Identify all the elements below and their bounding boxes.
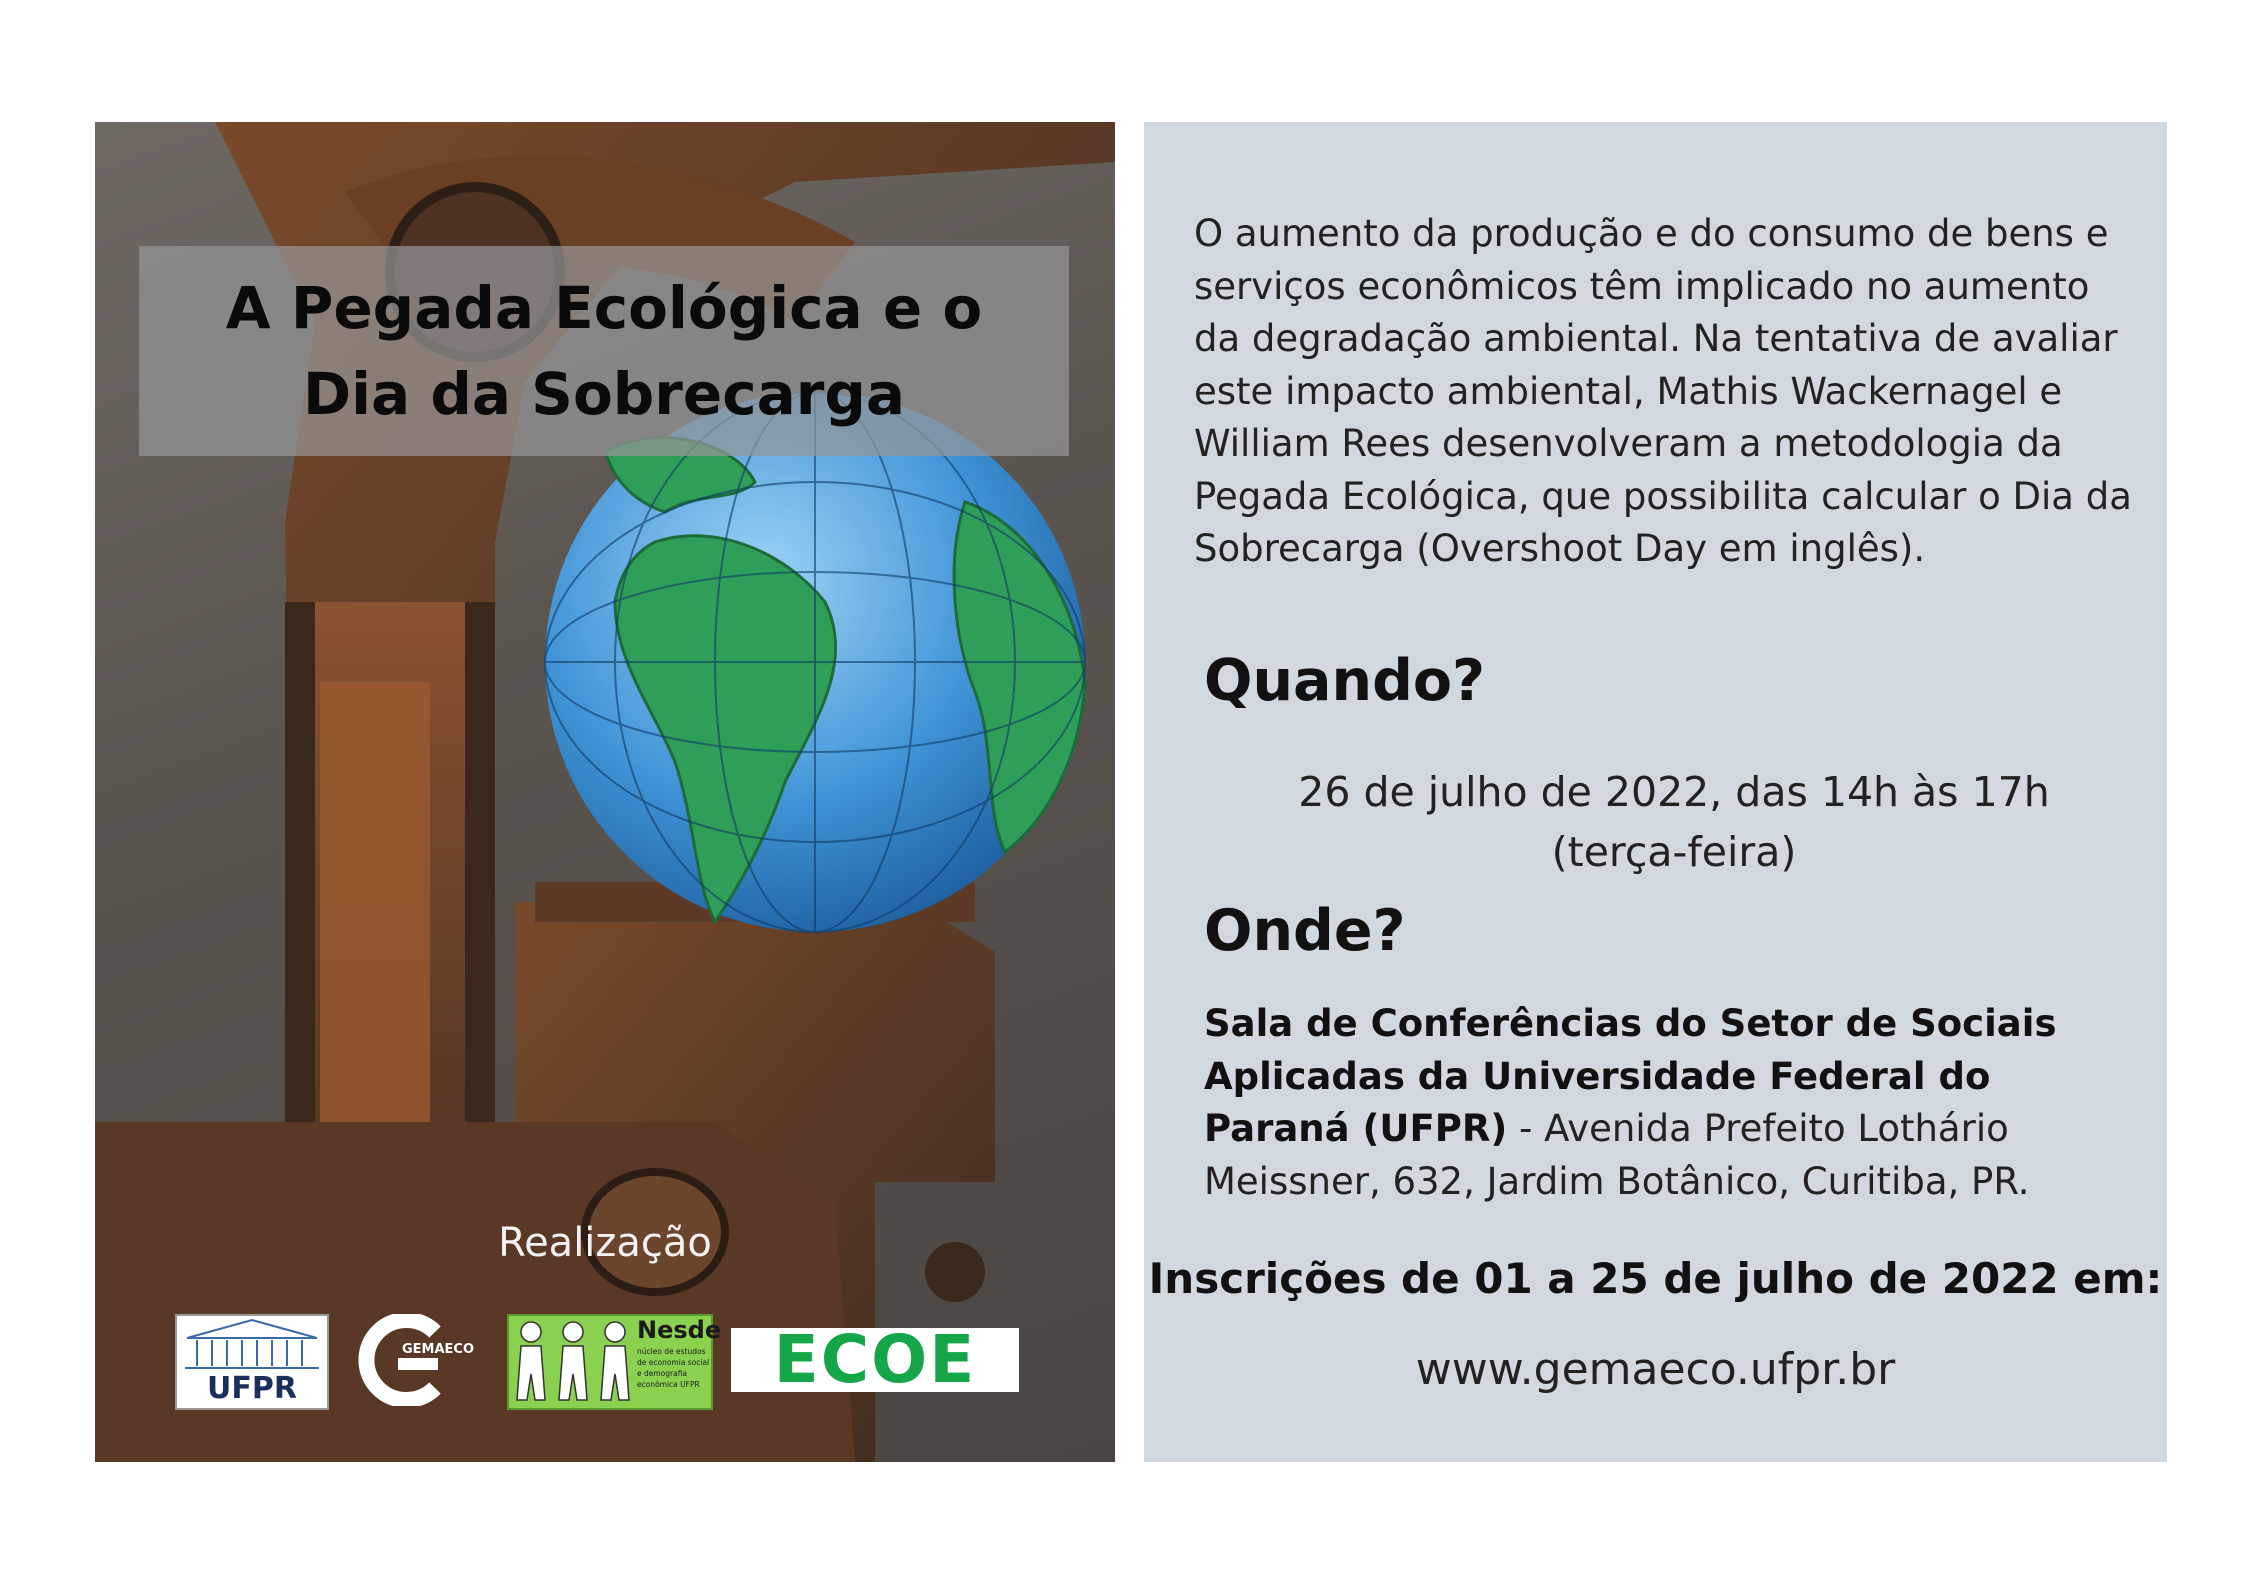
event-info-panel (1144, 122, 2167, 1462)
when-heading: Quando? (1204, 648, 1486, 714)
where-details (1204, 998, 2134, 1208)
ecoe-logo (731, 1321, 1019, 1398)
nesde-logo-subtitle: núcleo de estudos de economia social e demografia econômica UFPR (637, 1347, 710, 1389)
gemaeco-logo (350, 1314, 480, 1406)
poster-image-panel (95, 122, 1115, 1462)
when-details (1204, 762, 2144, 882)
sponsor-logos (175, 1314, 1075, 1414)
poster-title-line1: A Pegada Ecológica e o (225, 274, 983, 342)
where-heading: Onde? (1204, 898, 1406, 964)
nesde-logo (507, 1314, 722, 1410)
where-venue: Sala de Conferências do Setor de Sociais Aplicadas da Universidade Federal do Paraná (UFPR) (1204, 1002, 2057, 1150)
ufpr-logo-text: UFPR (207, 1371, 297, 1406)
website-link[interactable]: www.gemaeco.ufpr.br (1415, 1344, 1896, 1395)
ufpr-logo (175, 1314, 329, 1410)
where-address: - Avenida Prefeito Lothário Meissner, 632, Jardim Botânico, Curitiba, PR. (1204, 1107, 2030, 1203)
registration-text: Inscrições de 01 a 25 de julho de 2022 em: (1148, 1254, 2163, 1303)
poster-title-box (139, 246, 1069, 456)
when-date-time: 26 de julho de 2022, das 14h às 17h (1298, 768, 2050, 816)
people-icon (509, 1316, 637, 1404)
poster-title-line2: Dia da Sobrecarga (302, 360, 906, 428)
gemaeco-g-icon (350, 1314, 480, 1406)
ecoe-logo-text: ECOE (773, 1321, 977, 1398)
ufpr-building-icon (177, 1316, 327, 1372)
realizacao-label: Realização (498, 1220, 712, 1266)
nesde-logo-title: Nesde (637, 1316, 722, 1344)
when-weekday: (terça-feira) (1551, 828, 1797, 876)
intro-paragraph: O aumento da produção e do consumo de bens e serviços econômicos têm implicado no aumento da degradação ambiental. Na tentativa de avaliar este impacto ambiental, Mathis Wackernagel e William Rees desenvolveram a metodologia da Pegada Ecológica, que possibilita calcular o Dia da Sobrecarga (Overshoot Day em inglês). (1194, 212, 2132, 570)
gemaeco-logo-text: GEMAECO (402, 1342, 475, 1357)
